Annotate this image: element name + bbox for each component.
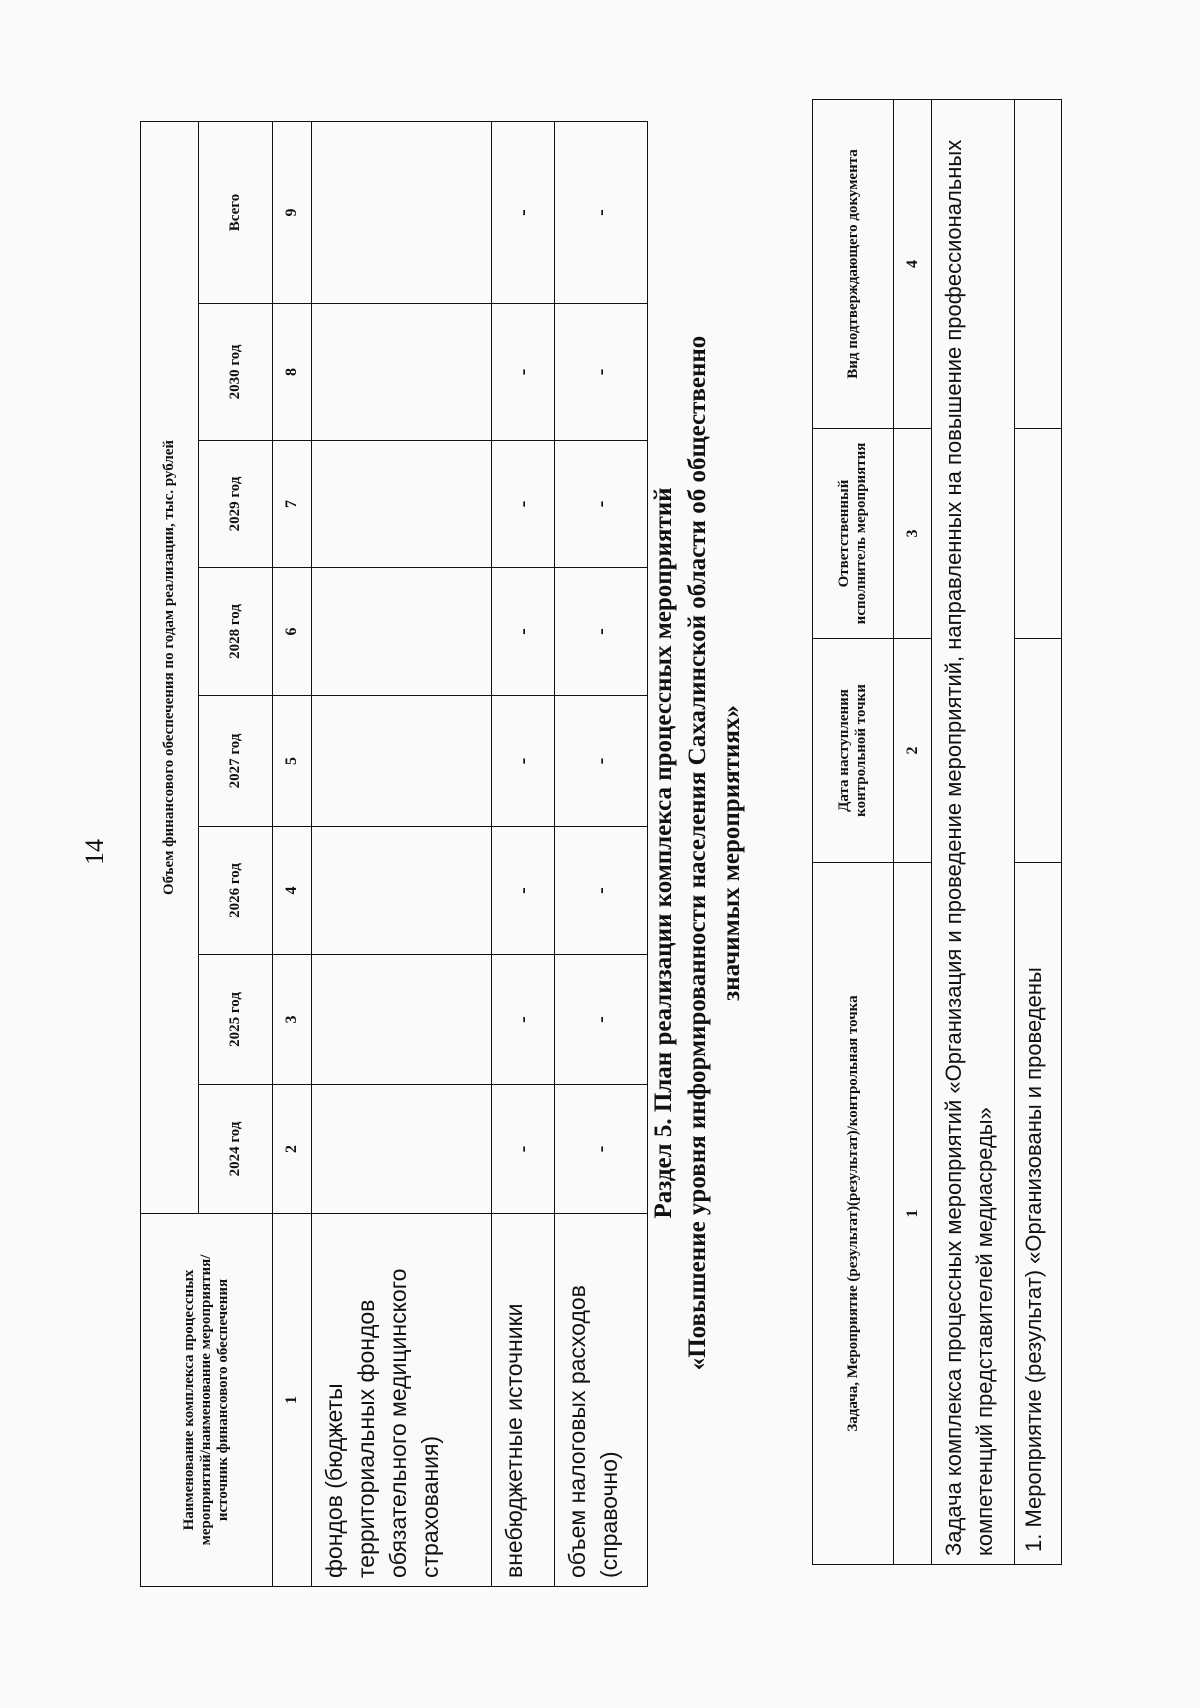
column-number: 3	[894, 429, 932, 639]
funding-value	[312, 304, 492, 441]
funding-value: -	[492, 955, 555, 1085]
column-number: 2	[273, 1085, 312, 1214]
funding-source-name: фондов (бюджеты территориальных фондов обязательного медицинского страхования)	[312, 1214, 492, 1587]
name-column-header: Наименование комплекса процессных мероприятий/наименование мероприятия/источник финансового обеспечения	[141, 1214, 273, 1587]
section-title	[647, 318, 749, 1388]
table-row	[1015, 100, 1062, 1565]
year-header: 2028 год	[199, 568, 273, 696]
column-number: 1	[273, 1214, 312, 1587]
funding-value: -	[492, 121, 555, 303]
column-number-row	[894, 100, 932, 1565]
activity-document	[1015, 100, 1062, 429]
column-number: 3	[273, 955, 312, 1085]
task-description: Задача комплекса процессных мероприятий «Организация и проведение мероприятий, направленных на повышение профессиональных компетенций представителей медиасреды»	[932, 100, 1015, 1565]
funding-value: -	[555, 121, 648, 303]
total-header: Всего	[199, 121, 273, 303]
funding-value: -	[555, 1085, 648, 1214]
funding-value: -	[492, 441, 555, 568]
column-number: 5	[273, 696, 312, 827]
funding-value: -	[555, 441, 648, 568]
year-header: 2025 год	[199, 955, 273, 1085]
funding-value	[312, 827, 492, 955]
year-header: 2027 год	[199, 696, 273, 827]
section-title-line: Раздел 5. План реализации комплекса процессных мероприятий	[650, 487, 677, 1219]
page-number: 14	[80, 839, 109, 865]
year-header: 2029 год	[199, 441, 273, 568]
task-column-header: Задача, Мероприятие (результат)(результат)/контрольная точка	[813, 863, 894, 1565]
funding-value: -	[492, 568, 555, 696]
column-number: 4	[273, 827, 312, 955]
year-header: 2030 год	[199, 304, 273, 441]
funding-source-name: объем налоговых расходов (справочно)	[555, 1214, 648, 1587]
activity-name: 1. Мероприятие (результат) «Организованы и проведены	[1015, 863, 1062, 1565]
year-header: 2024 год	[199, 1085, 273, 1214]
funding-value	[312, 955, 492, 1085]
table-row	[312, 121, 492, 1586]
funding-group-header: Объем финансового обеспечения по годам реализации, тыс. рублей	[141, 121, 199, 1213]
funding-value: -	[555, 568, 648, 696]
funding-value: -	[492, 827, 555, 955]
funding-value: -	[492, 304, 555, 441]
funding-value	[312, 568, 492, 696]
column-number: 9	[273, 121, 312, 303]
funding-value: -	[555, 955, 648, 1085]
funding-value: -	[555, 304, 648, 441]
column-number: 8	[273, 304, 312, 441]
financing-table	[140, 121, 648, 1587]
column-number: 6	[273, 568, 312, 696]
funding-source-name: внебюджетные источники	[492, 1214, 555, 1587]
column-number: 7	[273, 441, 312, 568]
document-column-header: Вид подтверждающего документа	[813, 100, 894, 429]
table-row	[555, 121, 648, 1586]
funding-value	[312, 696, 492, 827]
responsible-column-header: Ответственный исполнитель мероприятия	[813, 429, 894, 639]
funding-value: -	[555, 696, 648, 827]
funding-value: -	[555, 827, 648, 955]
funding-value: -	[492, 1085, 555, 1214]
table-row	[492, 121, 555, 1586]
column-number: 2	[894, 639, 932, 863]
funding-value	[312, 1085, 492, 1214]
plan-table	[812, 99, 1062, 1565]
column-number: 4	[894, 100, 932, 429]
date-column-header: Дата наступления контрольной точки	[813, 639, 894, 863]
task-row	[932, 100, 1015, 1565]
column-number: 1	[894, 863, 932, 1565]
funding-value	[312, 441, 492, 568]
section-subtitle: «Повышение уровня информированности населения Сахалинской области об общественно значимых мероприятиях»	[684, 335, 745, 1371]
funding-value: -	[492, 696, 555, 827]
year-header: 2026 год	[199, 827, 273, 955]
column-number-row	[273, 121, 312, 1586]
funding-value	[312, 121, 492, 303]
activity-date	[1015, 639, 1062, 863]
activity-responsible	[1015, 429, 1062, 639]
